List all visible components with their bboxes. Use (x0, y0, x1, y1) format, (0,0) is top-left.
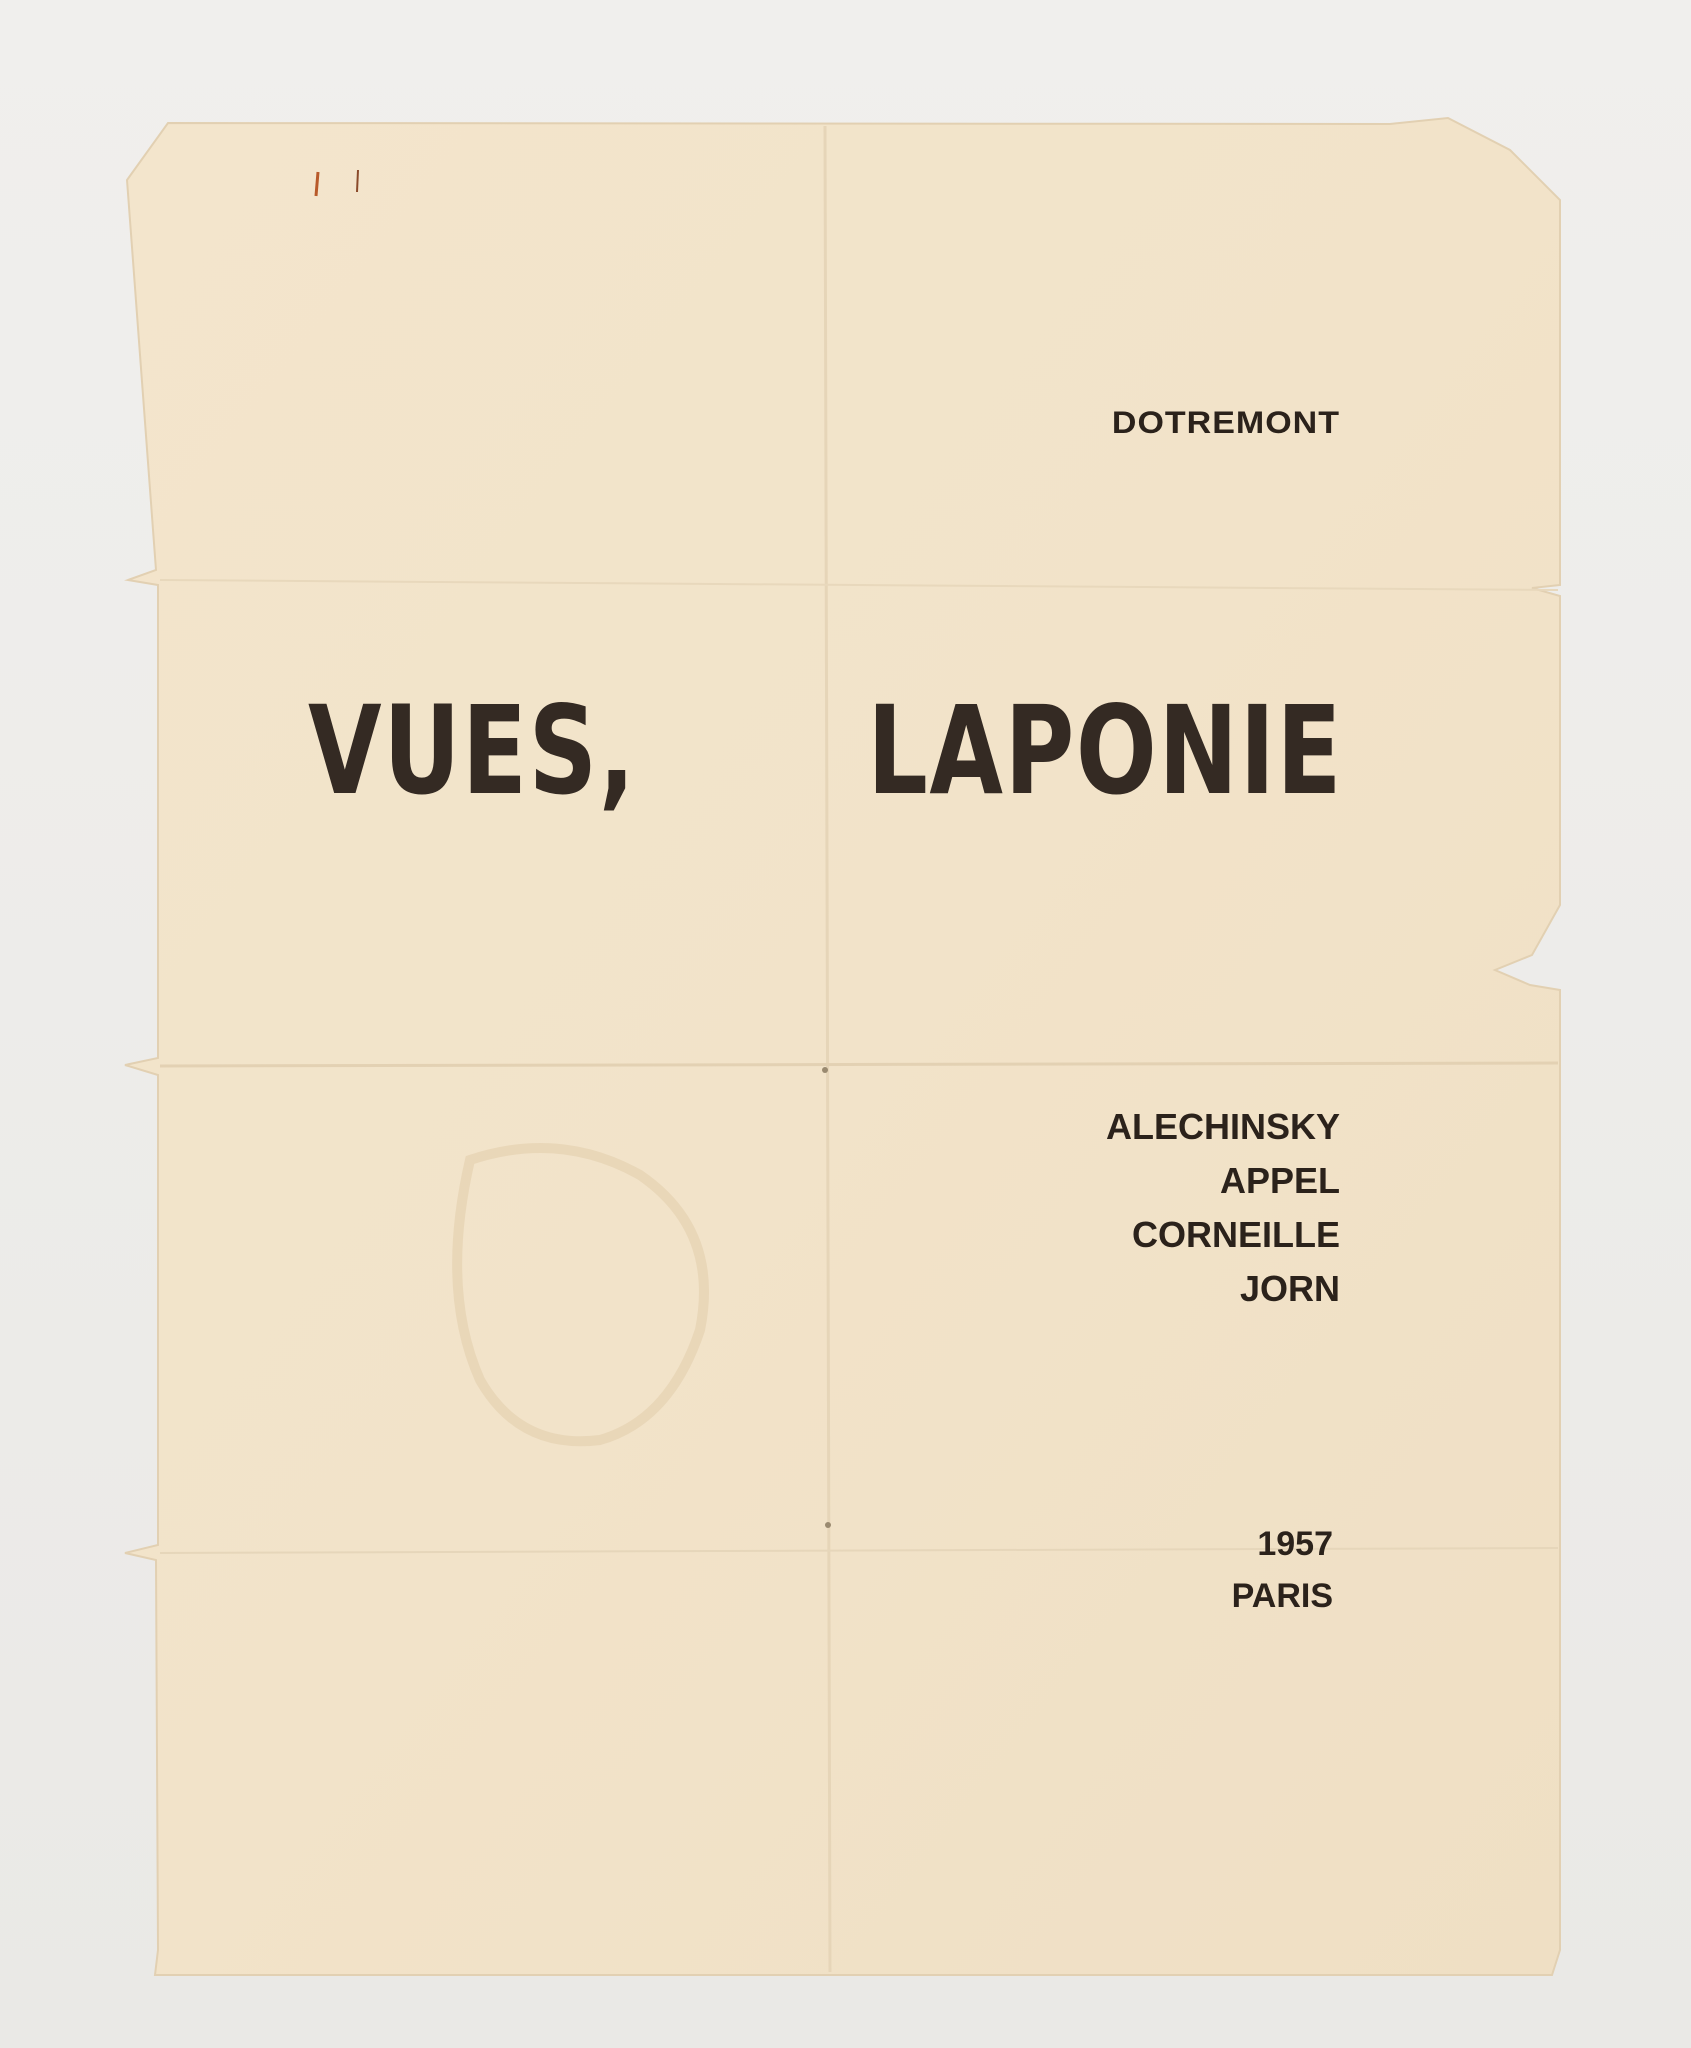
author-name: DOTREMONT (1111, 405, 1340, 441)
artist-name: CORNEILLE (1131, 1214, 1340, 1255)
artist-list (1106, 1100, 1340, 1316)
sheet-outline (125, 118, 1560, 1975)
title-vues: VUES, (308, 680, 637, 822)
publication-year: 1957 (1257, 1525, 1333, 1563)
publication-city: PARIS (1231, 1577, 1333, 1615)
ink-mark-2 (357, 170, 358, 192)
artist-name: ALECHINSKY (1105, 1106, 1340, 1147)
artist-name: APPEL (1219, 1160, 1340, 1201)
fold-dot-2 (825, 1522, 831, 1528)
ink-mark (316, 172, 318, 196)
title-laponie: LAPONIE (867, 680, 1343, 822)
artist-name: JORN (1239, 1268, 1340, 1309)
imprint (1232, 1518, 1333, 1622)
fold-dot (822, 1067, 828, 1073)
